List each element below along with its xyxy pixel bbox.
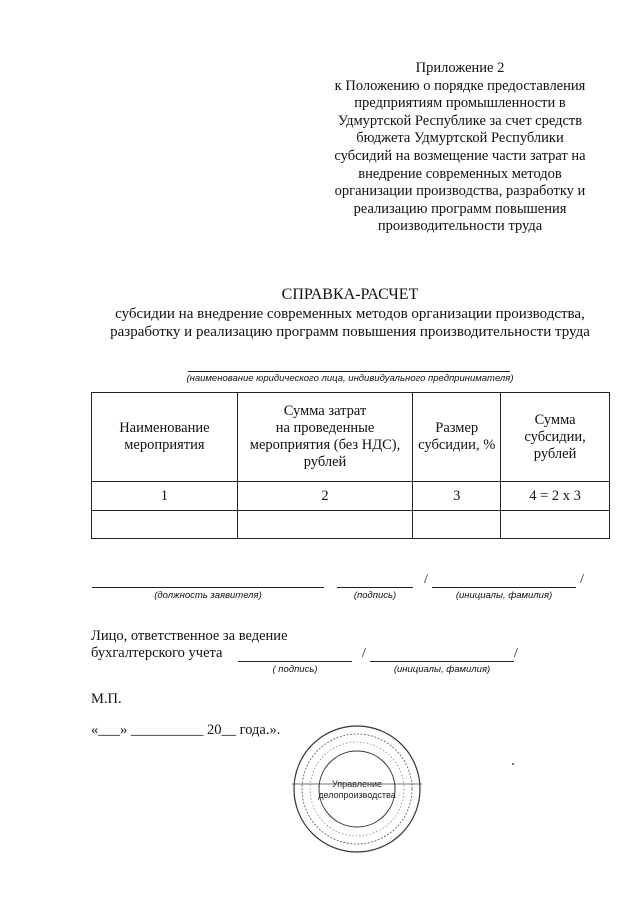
subtitle-line: разработку и реализацию программ повышения производительности труда [110, 324, 590, 340]
calculation-table [91, 392, 610, 539]
empty-cell[interactable] [92, 511, 238, 539]
header-subsidy-rate: Размер субсидии, % [418, 420, 496, 453]
responsible-line: бухгалтерского учета [91, 645, 223, 661]
header-cell [413, 393, 501, 482]
appendix-line: производительности труда [377, 218, 543, 235]
applicant-initials-caption: (инициалы, фамилия) [455, 590, 553, 601]
header-subsidy-sum: Сумма субсидии, рублей [524, 411, 586, 462]
header-cell [92, 393, 238, 482]
responsible-person-label [91, 628, 288, 662]
applicant-position-caption: (должность заявителя) [154, 590, 262, 601]
stamp-center-line1: Управление [331, 779, 383, 789]
table-row [92, 482, 610, 511]
official-stamp [292, 724, 422, 854]
slash-separator: / [580, 572, 584, 587]
applicant-initials-line[interactable] [432, 587, 576, 588]
slash-separator: / [362, 646, 366, 661]
empty-cell[interactable] [501, 511, 610, 539]
responsible-initials-line[interactable] [370, 661, 514, 662]
appendix-block [310, 60, 610, 236]
appendix-line: внедрение современных методов [358, 165, 562, 182]
date-line: «___» __________ 20__ года.». [91, 722, 281, 738]
responsible-signature-caption: ( подпись) [272, 664, 318, 675]
appendix-line: организации производства, разработку и [334, 183, 586, 200]
seal-place-label: М.П. [91, 691, 122, 707]
responsible-initials-caption: (инициалы, фамилия) [393, 664, 491, 675]
column-number-cell: 2 [237, 482, 413, 511]
responsible-signature-line[interactable] [238, 661, 352, 662]
document-title: СПРАВКА-РАСЧЕТ [281, 286, 419, 303]
speck-mark [512, 763, 514, 765]
table-header-row [92, 393, 610, 482]
appendix-line: бюджета Удмуртской Республики [356, 130, 564, 147]
stamp-outer-ring [294, 726, 420, 852]
applicant-position-line[interactable] [92, 587, 324, 588]
empty-cell[interactable] [237, 511, 413, 539]
header-cell [237, 393, 413, 482]
applicant-signature-line[interactable] [337, 587, 413, 588]
appendix-line: Приложение 2 [415, 60, 505, 76]
empty-cell[interactable] [413, 511, 501, 539]
appendix-line: Удмуртской Республике за счет средств [337, 112, 583, 129]
subtitle-line: субсидии на внедрение современных методов организации производства, [115, 306, 585, 322]
entity-name-caption: (наименование юридического лица, индивидуального предпринимателя) [186, 373, 514, 384]
document-subtitle [0, 305, 640, 341]
responsible-line: Лицо, ответственное за ведение [91, 628, 288, 644]
header-cell [501, 393, 610, 482]
table-row [92, 511, 610, 539]
stamp-inner-ring [319, 751, 395, 827]
stamp-text-ring [310, 742, 404, 836]
appendix-line: субсидий на возмещение части затрат на [334, 147, 586, 164]
entity-name-line[interactable] [188, 371, 510, 372]
header-event-name: Наименование мероприятия [119, 420, 210, 453]
appendix-line: к Положению о порядке предоставления [334, 77, 586, 94]
appendix-line: предприятиям промышленности в [354, 95, 566, 112]
column-number-cell: 1 [92, 482, 238, 511]
column-number-cell: 3 [413, 482, 501, 511]
applicant-signature-caption: (подпись) [353, 590, 397, 601]
slash-separator: / [514, 646, 518, 661]
column-number-cell: 4 = 2 x 3 [501, 482, 610, 511]
appendix-line: реализацию программ повышения [353, 200, 567, 217]
header-cost-sum: Сумма затрат на проведенные мероприятия (без НДС), рублей [249, 403, 401, 470]
stamp-center-line2: делопроизводства [318, 790, 396, 800]
slash-separator: / [424, 572, 428, 587]
